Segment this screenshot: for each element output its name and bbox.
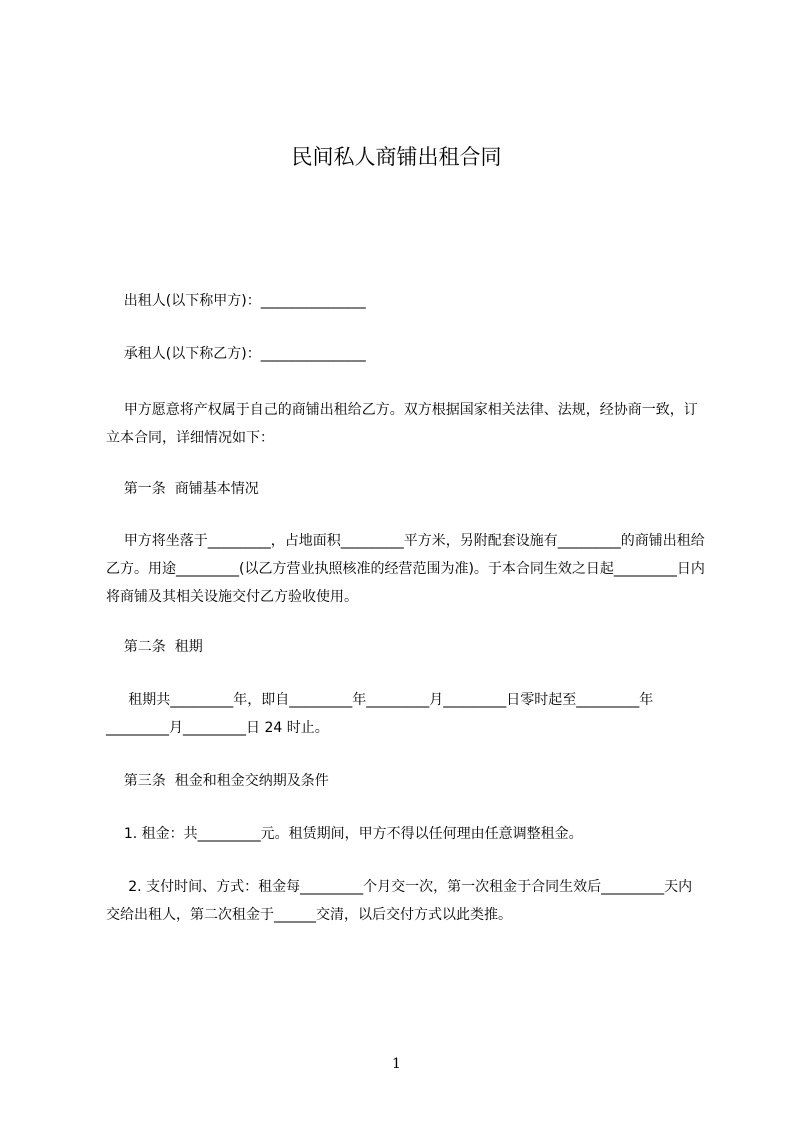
document-title: 民间私人商铺出租合同 (291, 145, 502, 169)
lessee-line: 承租人(以下称乙方)：_______________ (106, 346, 366, 362)
article3-item1: 1. 租金：共_________元。租赁期间，甲方不得以任何理由任意调整租金。 (106, 826, 583, 842)
article2-heading: 第二条 租期 (106, 639, 203, 655)
article1-heading: 第一条 商铺基本情况 (106, 481, 259, 497)
article1-body: 甲方将坐落于_________，占地面积_________平方米，另附配套设施有_________的商铺出租给乙方。用途_________(以乙方营业执照核准的经营范围为准)。于本合同生效之日起_________日内将商铺及其相关设施交付乙方验收使用。 (106, 533, 705, 605)
article2-body: 租期共_________年，即自_________年_________月_________日零时起至_________年_________月_________日 24 时止。 (106, 692, 654, 736)
intro-paragraph: 甲方愿意将产权属于自己的商铺出租给乙方。双方根据国家相关法律、法规，经协商一致，订立本合同，详细情况如下： (106, 402, 698, 446)
lessor-line: 出租人(以下称甲方)：_______________ (106, 293, 366, 309)
article3-heading: 第三条 租金和租金交纳期及条件 (106, 773, 329, 789)
article3-item2: 2. 支付时间、方式：租金每_________个月交一次，第一次租金于合同生效后_________天内交给出租人，第二次租金于______交清，以后交付方式以此类推。 (106, 879, 693, 923)
page-number: 1 (392, 1056, 401, 1072)
